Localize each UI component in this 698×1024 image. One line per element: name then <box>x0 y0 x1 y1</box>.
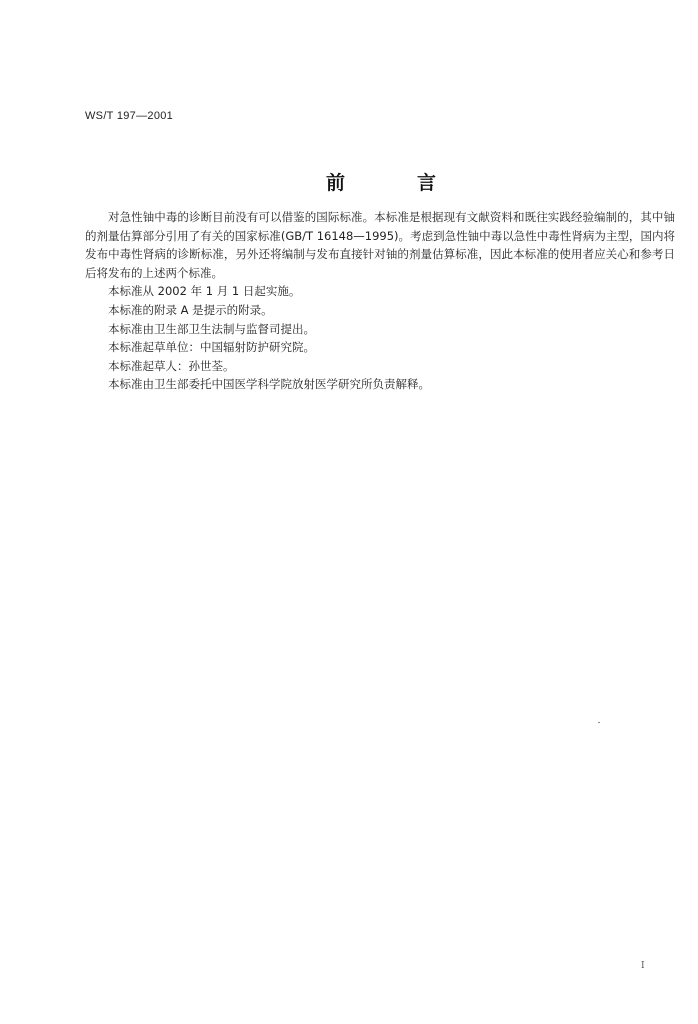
drafter-line: 本标准起草人：孙世荃。 <box>108 358 235 373</box>
appendix-note-line: 本标准的附录 A 是提示的附录。 <box>108 302 273 317</box>
page-number-mark: Ⅰ <box>641 961 645 971</box>
foreword-body <box>85 208 675 394</box>
foreword-paragraph: 对急性铀中毒的诊断目前没有可以借鉴的国际标准。本标准是根据现有文献资料和既往实践经验编制的，其中铀的剂量估算部分引用了有关的国家标准(GB/T 16148—1995)。考虑到急性铀中毒以急性中毒性肾病为主型，国内将发布中毒性肾病的诊断标准，另外还将编制与发布直接针对铀的剂量估算标准，因此本标准的使用者应关心和参考日后将发布的上述两个标准。 <box>85 210 675 280</box>
effective-date-line: 本标准从 2002 年 1 月 1 日起实施。 <box>108 284 301 299</box>
proposed-by-line: 本标准由卫生部卫生法制与监督司提出。 <box>108 321 315 336</box>
title-char-1: 前 <box>326 172 346 194</box>
title-char-2: 言 <box>416 172 436 194</box>
standard-code: WS/T 197—2001 <box>85 110 174 122</box>
scan-speck <box>598 722 600 723</box>
page-title <box>326 168 436 195</box>
interpretation-line: 本标准由卫生部委托中国医学科学院放射医学研究所负责解释。 <box>108 377 430 392</box>
drafting-unit-line: 本标准起草单位：中国辐射防护研究院。 <box>108 340 315 355</box>
